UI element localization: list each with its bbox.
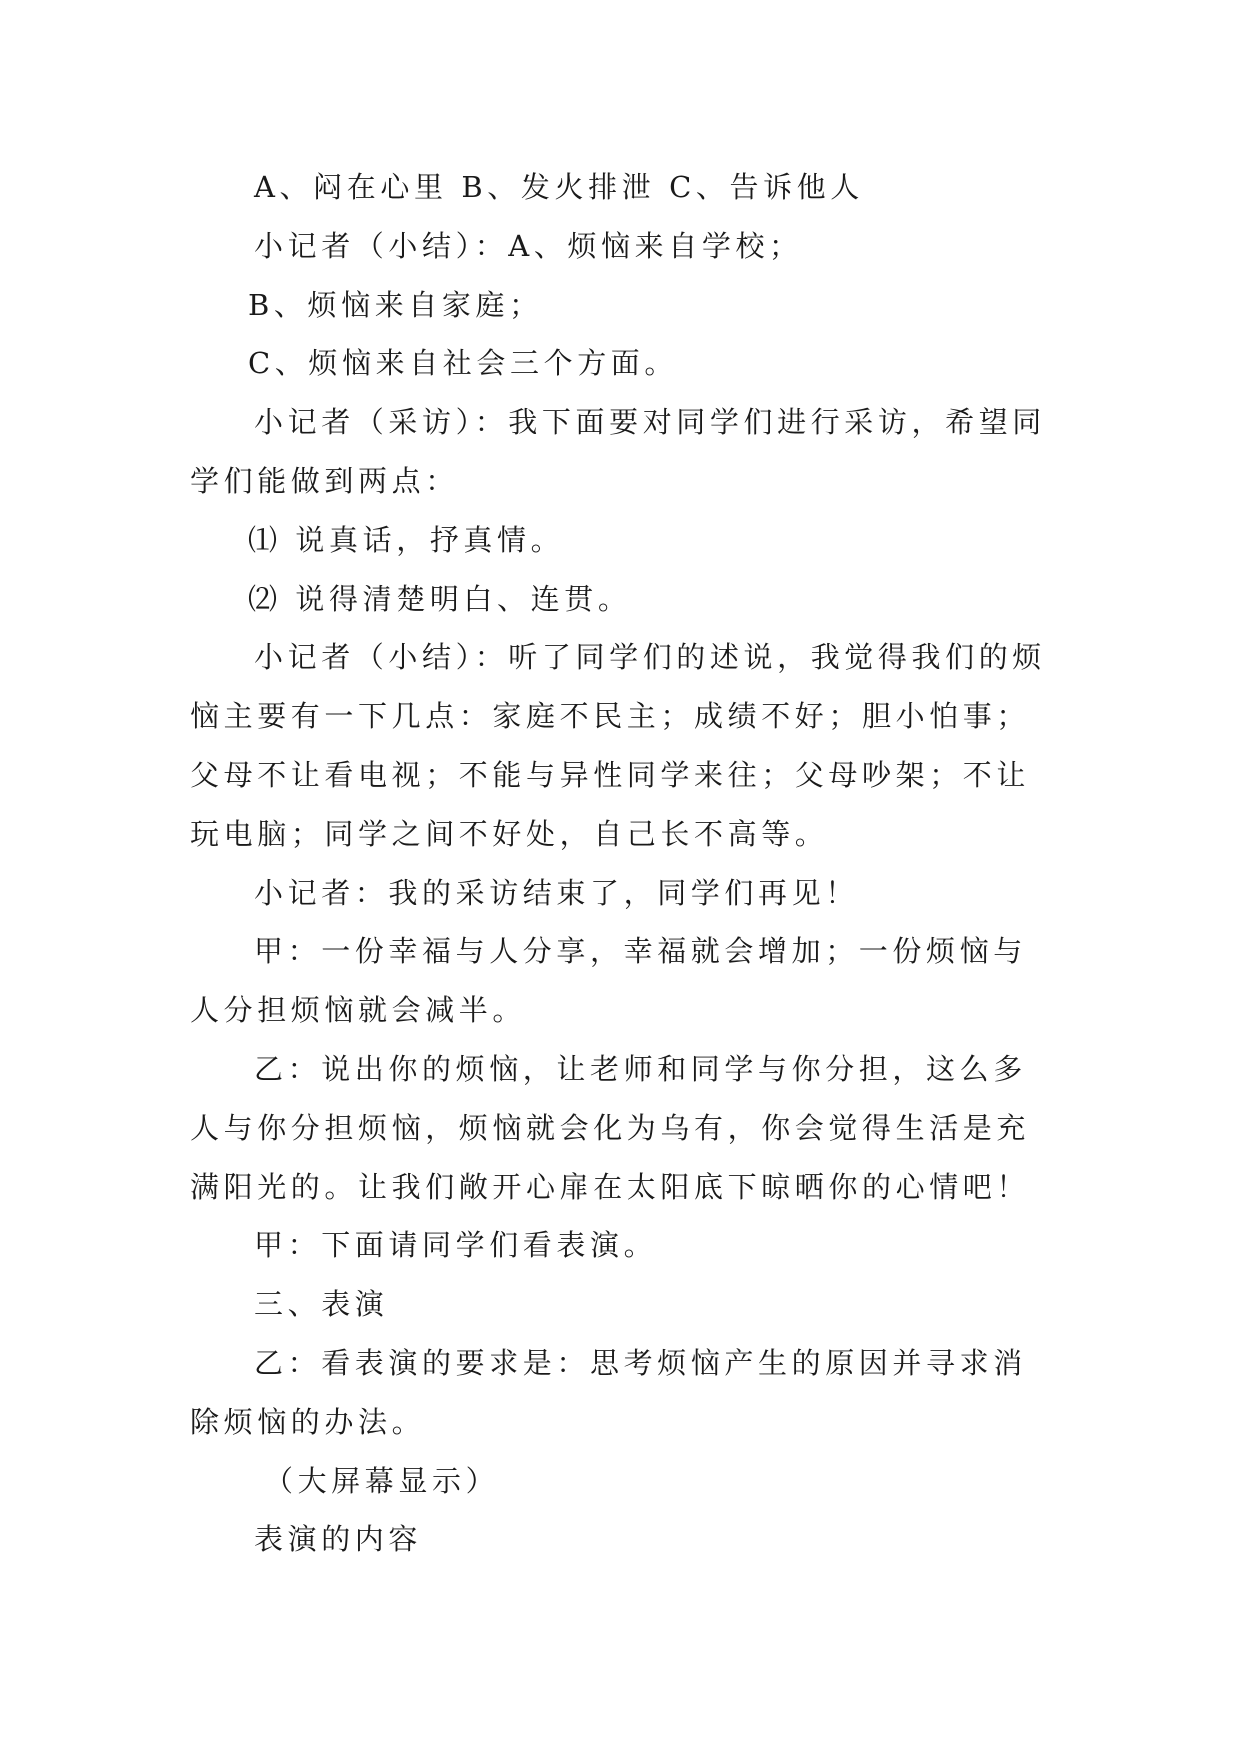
paragraph-interview-end: 小记者：我的采访结束了，同学们再见！ [254,875,859,910]
paragraph-rule-2: ⑵ 说得清楚明白、连贯。 [248,581,632,616]
paragraph-summary-family: B、烦恼来自家庭； [248,287,543,322]
paragraph-yi-share: 乙：说出你的烦恼，让老师和同学与你分担，这么多人与你分担烦恼，烦恼就会化为乌有，你会觉得生活是充满阳光的。让我们敞开心扉在太阳底下晾晒你的心情吧！ [190,1051,1031,1204]
paragraph-summary-society: C、烦恼来自社会三个方面。 [248,346,678,381]
paragraph-options: A、闷在心里 B、发火排泄 C、告诉他人 [254,170,864,204]
paragraph-screen-note: （大屏幕显示） [264,1463,500,1498]
paragraph-performance-content: 表演的内容 [254,1522,423,1557]
paragraph-rule-1: ⑴ 说真话，抒真情。 [248,522,565,557]
paragraph-jia-share: 甲：一份幸福与人分享，幸福就会增加；一份烦恼与人分担烦恼就会减半。 [190,934,1027,1028]
section-heading-performance: 三、表演 [254,1287,389,1322]
paragraph-yi-requirement: 乙：看表演的要求是：思考烦恼产生的原因并寻求消除烦恼的办法。 [190,1345,1027,1439]
paragraph-interview: 小记者（采访）：我下面要对同学们进行采访，希望同学们能做到两点： [190,405,1046,498]
paragraph-jia-performance: 甲：下面请同学们看表演。 [254,1228,658,1263]
paragraph-summary-school: 小记者（小结）：A、烦恼来自学校； [254,228,803,263]
document-page [190,158,1050,1569]
paragraph-summary-worries: 小记者（小结）：听了同学们的述说，我觉得我们的烦恼主要有一下几点：家庭不民主；成绩不好；胆小怕事；父母不让看电视；不能与异性同学来往；父母吵架；不让玩电脑；同学之间不好处，自己长不高等。 [190,640,1046,851]
